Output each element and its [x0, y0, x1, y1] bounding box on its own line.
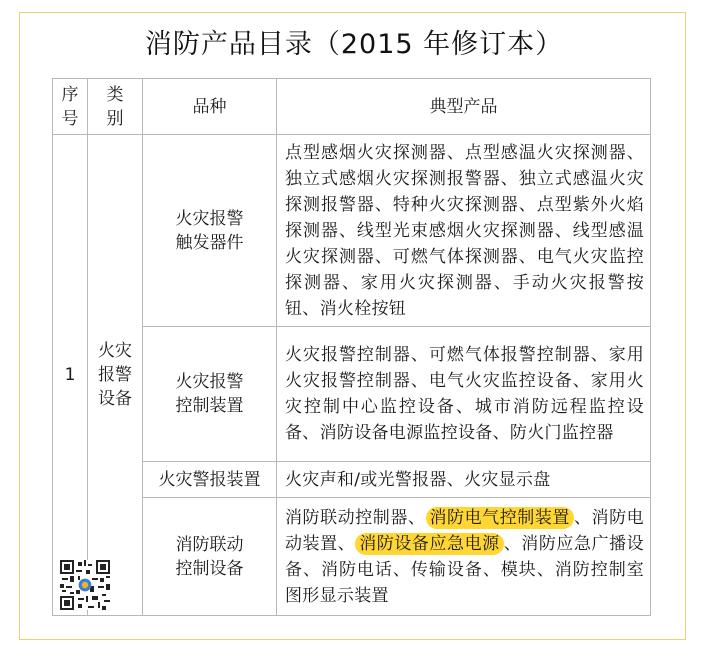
- variety-cell: 火灾警报装置: [143, 462, 277, 498]
- qr-code-icon: [60, 560, 110, 610]
- table-row: [53, 462, 651, 498]
- product-text: 、消防电动装置、: [285, 507, 644, 554]
- variety-cell: 火灾报警 触发器件: [143, 135, 277, 327]
- products-cell: 点型感烟火灾探测器、点型感温火灾探测器、独立式感烟火灾探测报警器、独立式感温火灾探测报警器、特种火灾探测器、点型紫外火焰探测器、线型光束感烟火灾探测器、线型感温火灾探测器、可燃气体探测器、电气火灾监控探测器、家用火灾探测器、手动火灾报警按钮、消火栓按钮: [277, 135, 651, 327]
- products-cell: [277, 498, 651, 616]
- product-text: 、消防应急广播设备、消防电话、传输设备、模块、消防控制室图形显示装置: [285, 533, 644, 606]
- products-cell: 火灾报警控制器、可燃气体报警控制器、家用火灾报警控制器、电气火灾监控设备、家用火灾控制中心监控设备、城市消防远程监控设备、消防设备电源监控设备、防火门监控器: [277, 327, 651, 462]
- variety-cell: 火灾报警 控制装置: [143, 327, 277, 462]
- table-row: [53, 327, 651, 462]
- page-title: 消防产品目录（2015 年修订本）: [144, 29, 564, 60]
- category-cell: 火灾 报警 设备: [88, 135, 143, 616]
- products-cell: 火灾声和/或光警报器、火灾显示盘: [277, 462, 651, 498]
- variety-cell: 消防联动 控制设备: [143, 498, 277, 616]
- header-variety: 品种: [143, 79, 277, 135]
- row-number: 1: [53, 135, 88, 616]
- table-row: [53, 498, 651, 616]
- header-category: 类 别: [88, 79, 143, 135]
- highlighted-product: 消防电气控制装置: [426, 507, 575, 529]
- table-header-row: [53, 79, 651, 135]
- table-row: [53, 135, 651, 327]
- highlighted-product: 消防设备应急电源: [355, 533, 504, 555]
- header-number: 序 号: [53, 79, 88, 135]
- header-product: 典型产品: [277, 79, 651, 135]
- product-catalog-table: [52, 78, 651, 616]
- product-text: 消防联动控制器、: [285, 507, 426, 528]
